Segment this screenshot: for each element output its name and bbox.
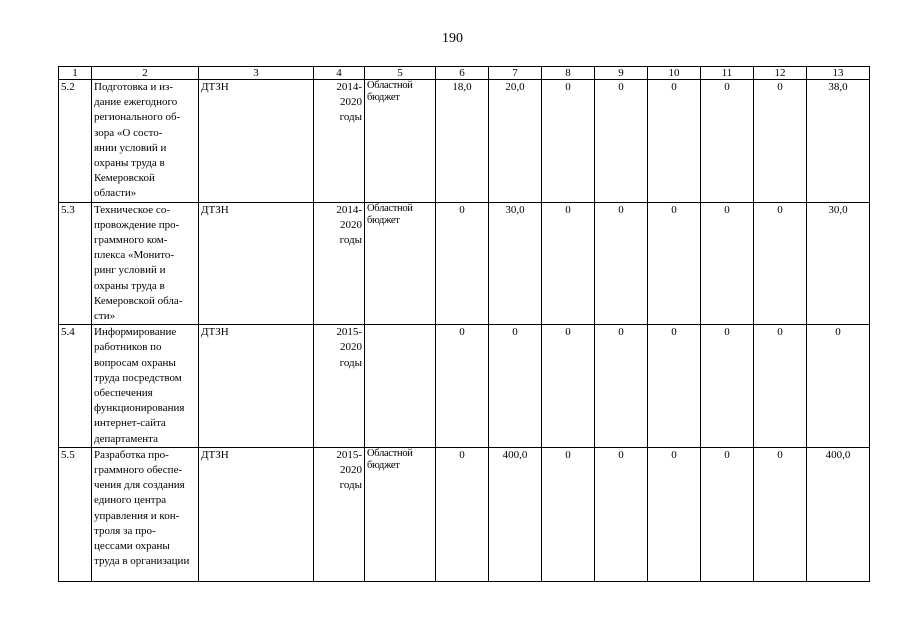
activity-name: Техническое со- провождение про- граммного ком- плекса «Монито- ринг условий и охраны труда в Кемеровской обла- сти» bbox=[92, 202, 199, 325]
table-row bbox=[59, 80, 870, 203]
value-cell-col12: 0 bbox=[754, 325, 807, 448]
activity-name: Информирование работников по вопросам охраны труда посредством обеспечения функционирования интернет-сайта департамента bbox=[92, 325, 199, 448]
period-years: 2015- 2020 годы bbox=[314, 325, 365, 448]
funding-source: Областной бюджет bbox=[365, 202, 436, 325]
value-cell-col12: 0 bbox=[754, 447, 807, 581]
program-table bbox=[58, 66, 870, 582]
value-cell-col12: 0 bbox=[754, 80, 807, 203]
value-cell-col6: 0 bbox=[436, 325, 489, 448]
executor: ДТЗН bbox=[199, 447, 314, 581]
table-header-row bbox=[59, 67, 870, 80]
value-cell-col9: 0 bbox=[595, 447, 648, 581]
total-cell: 0 bbox=[807, 325, 870, 448]
value-cell-col10: 0 bbox=[648, 80, 701, 203]
total-cell: 38,0 bbox=[807, 80, 870, 203]
column-header-8: 8 bbox=[542, 67, 595, 80]
column-header-5: 5 bbox=[365, 67, 436, 80]
value-cell-col10: 0 bbox=[648, 202, 701, 325]
row-number: 5.5 bbox=[59, 447, 92, 581]
funding-source: Областной бюджет bbox=[365, 80, 436, 203]
value-cell-col12: 0 bbox=[754, 202, 807, 325]
total-cell: 30,0 bbox=[807, 202, 870, 325]
row-number: 5.2 bbox=[59, 80, 92, 203]
table-row bbox=[59, 447, 870, 581]
value-cell-col9: 0 bbox=[595, 325, 648, 448]
column-header-2: 2 bbox=[92, 67, 199, 80]
value-cell-col8: 0 bbox=[542, 447, 595, 581]
total-cell: 400,0 bbox=[807, 447, 870, 581]
period-years: 2014- 2020 годы bbox=[314, 202, 365, 325]
funding-source bbox=[365, 325, 436, 448]
activity-name: Разработка про- граммного обеспе- чения для создания единого центра управления и кон- троля за про- цессами охраны труда в организации bbox=[92, 447, 199, 581]
value-cell-col7: 400,0 bbox=[489, 447, 542, 581]
column-header-6: 6 bbox=[436, 67, 489, 80]
column-header-1: 1 bbox=[59, 67, 92, 80]
value-cell-col7: 0 bbox=[489, 325, 542, 448]
column-header-7: 7 bbox=[489, 67, 542, 80]
table-row bbox=[59, 202, 870, 325]
column-header-9: 9 bbox=[595, 67, 648, 80]
value-cell-col10: 0 bbox=[648, 447, 701, 581]
value-cell-col11: 0 bbox=[701, 80, 754, 203]
value-cell-col8: 0 bbox=[542, 202, 595, 325]
executor: ДТЗН bbox=[199, 202, 314, 325]
table-row bbox=[59, 325, 870, 448]
column-header-13: 13 bbox=[807, 67, 870, 80]
period-years: 2015- 2020 годы bbox=[314, 447, 365, 581]
value-cell-col11: 0 bbox=[701, 202, 754, 325]
column-header-10: 10 bbox=[648, 67, 701, 80]
value-cell-col9: 0 bbox=[595, 202, 648, 325]
value-cell-col11: 0 bbox=[701, 325, 754, 448]
column-header-12: 12 bbox=[754, 67, 807, 80]
value-cell-col8: 0 bbox=[542, 80, 595, 203]
executor: ДТЗН bbox=[199, 325, 314, 448]
value-cell-col9: 0 bbox=[595, 80, 648, 203]
value-cell-col7: 30,0 bbox=[489, 202, 542, 325]
value-cell-col6: 0 bbox=[436, 447, 489, 581]
value-cell-col10: 0 bbox=[648, 325, 701, 448]
value-cell-col11: 0 bbox=[701, 447, 754, 581]
value-cell-col6: 0 bbox=[436, 202, 489, 325]
column-header-3: 3 bbox=[199, 67, 314, 80]
value-cell-col7: 20,0 bbox=[489, 80, 542, 203]
value-cell-col8: 0 bbox=[542, 325, 595, 448]
period-years: 2014- 2020 годы bbox=[314, 80, 365, 203]
funding-source: Областной бюджет bbox=[365, 447, 436, 581]
column-header-11: 11 bbox=[701, 67, 754, 80]
row-number: 5.4 bbox=[59, 325, 92, 448]
row-number: 5.3 bbox=[59, 202, 92, 325]
executor: ДТЗН bbox=[199, 80, 314, 203]
page-number: 190 bbox=[442, 31, 463, 46]
activity-name: Подготовка и из- дание ежегодного регионального об- зора «О состо- янии условий и охраны труда в Кемеровской области» bbox=[92, 80, 199, 203]
column-header-4: 4 bbox=[314, 67, 365, 80]
value-cell-col6: 18,0 bbox=[436, 80, 489, 203]
